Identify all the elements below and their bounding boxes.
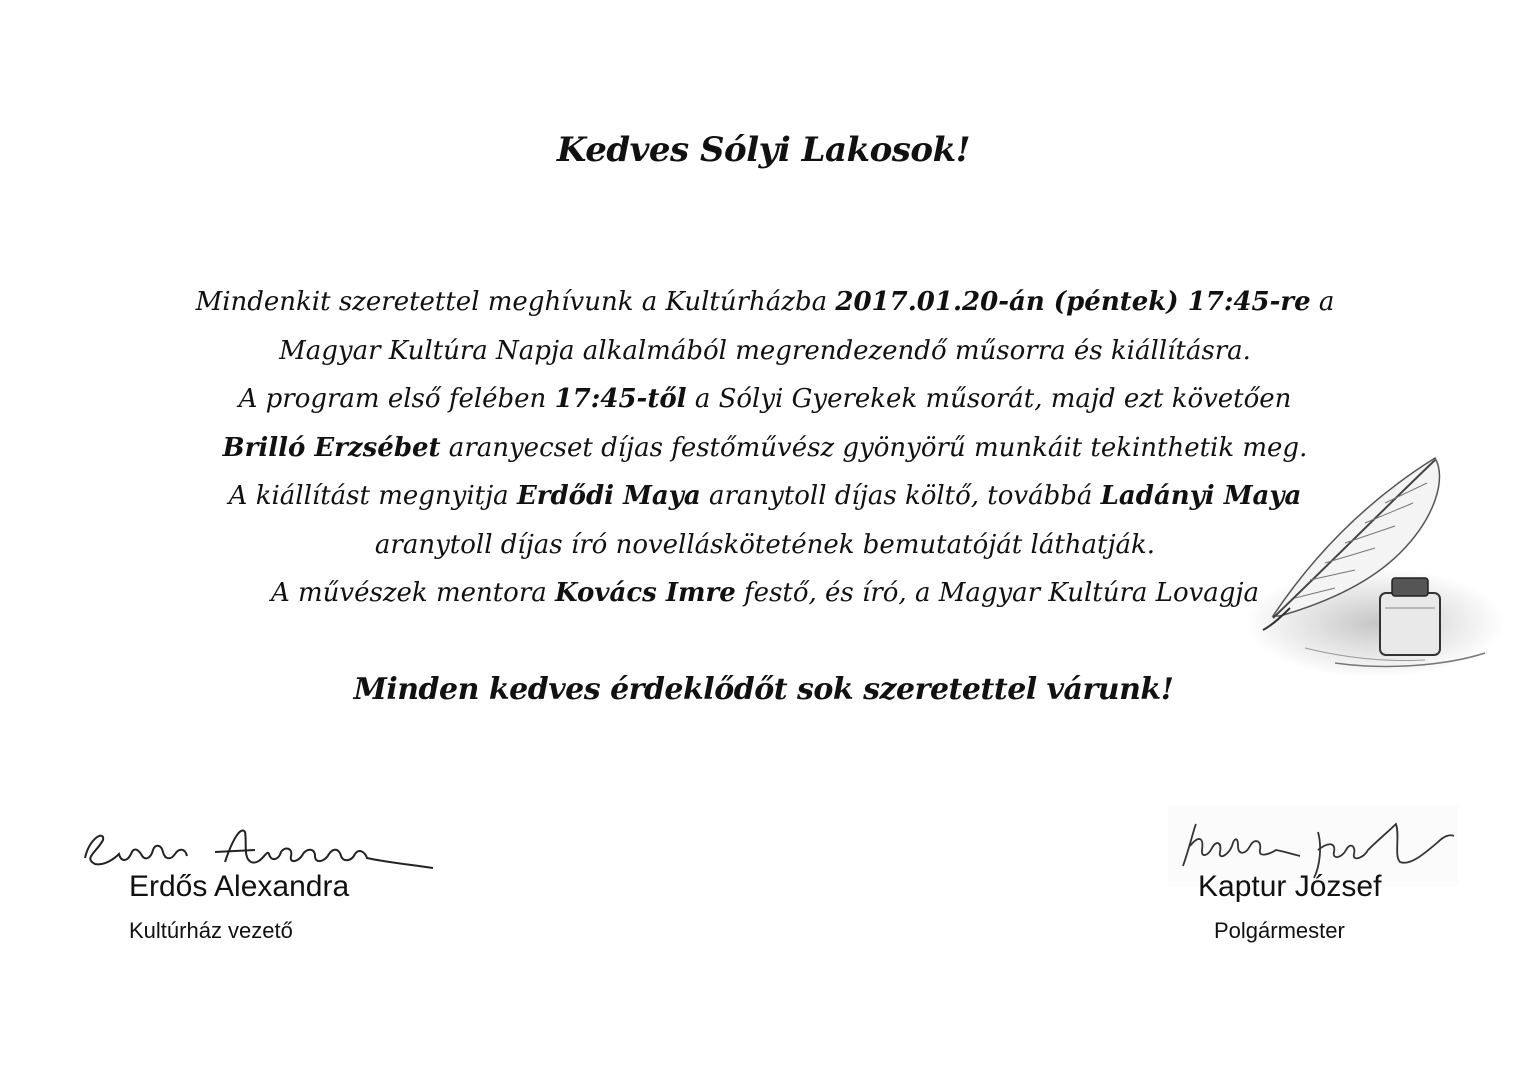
- body-line-3: [150, 375, 1380, 424]
- body-text-segment: Mindenkit szeretettel meghívunk a Kultúrházba: [195, 287, 836, 317]
- body-text-segment: aranytoll díjas költő, továbbá: [700, 481, 1101, 511]
- body-text-segment: festő, és író, a Magyar Kultúra Lovagja: [735, 578, 1259, 608]
- body-line-2: Magyar Kultúra Napja alkalmából megrendezendő műsorra és kiállításra.: [279, 335, 1251, 366]
- body-line-1: [150, 278, 1380, 327]
- painter-name: Brilló Erzsébet: [222, 432, 441, 463]
- writer-name: Ladányi Maya: [1100, 481, 1302, 511]
- body-text-segment: a Sólyi Gyerekek műsorát, majd ezt követően: [686, 384, 1292, 414]
- greeting-heading: Kedves Sólyi Lakosok!: [556, 130, 971, 170]
- program-start-time: 17:45-től: [554, 384, 687, 414]
- signatory-name-right: Kaptur József: [1198, 870, 1382, 903]
- body-text-segment: aranyecset díjas festőművész gyönyörű munkáit tekinthetik meg.: [440, 432, 1308, 463]
- mentor-name: Kovács Imre: [555, 578, 736, 608]
- signatory-role-left: Kultúrház vezető: [129, 918, 293, 943]
- body-text-segment: A program első felében: [238, 384, 555, 414]
- quill-and-inkwell-icon: [1185, 448, 1505, 688]
- body-text-segment: A kiállítást megnyitja: [228, 481, 517, 511]
- signatory-role-right: Polgármester: [1214, 918, 1345, 943]
- signatory-name-left: Erdős Alexandra: [129, 870, 350, 903]
- signature-left: [75, 818, 440, 878]
- body-text-segment: A művészek mentora: [270, 578, 556, 608]
- body-line-6: aranytoll díjas író novelláskötetének bemutatóját láthatják.: [374, 529, 1156, 560]
- poet-name: Erdődi Maya: [516, 481, 701, 511]
- event-datetime: 2017.01.20-án (péntek) 17:45-re: [835, 287, 1311, 317]
- body-text-segment: a: [1310, 287, 1335, 317]
- closing-line: Minden kedves érdeklődőt sok szeretettel várunk!: [353, 672, 1174, 707]
